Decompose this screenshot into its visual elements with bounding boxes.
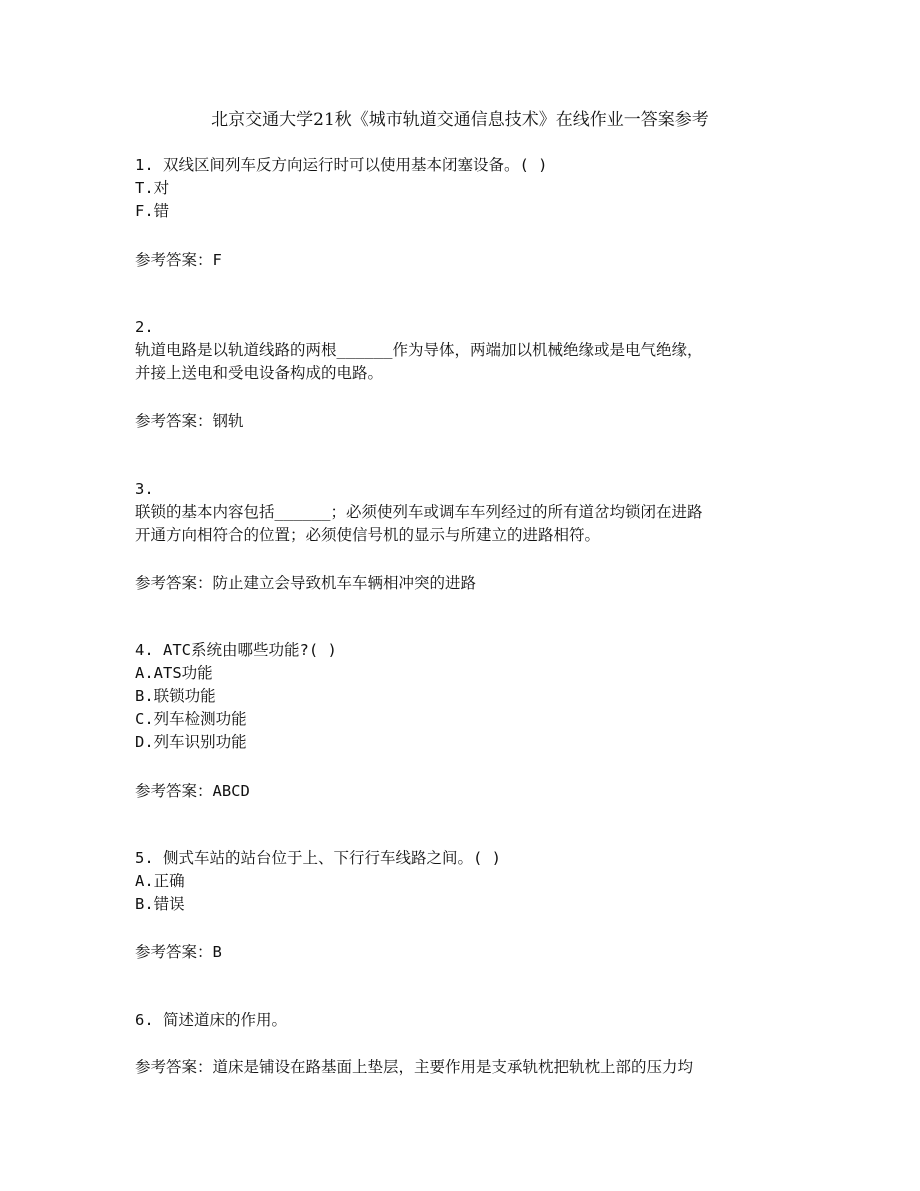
question-6 bbox=[135, 1009, 805, 1032]
question-4-option-a: A.ATS功能 bbox=[135, 664, 213, 682]
question-3-answer: 参考答案：防止建立会导致机车车辆相冲突的进路 bbox=[135, 574, 477, 592]
question-2-stem-line-2: 并接上送电和受电设备构成的电路。 bbox=[135, 364, 384, 382]
question-5-option-a: A.正确 bbox=[135, 872, 185, 890]
page-title: 北京交通大学21秋《城市轨道交通信息技术》在线作业一答案参考 bbox=[211, 110, 709, 130]
question-4-option-d: D.列车识别功能 bbox=[135, 733, 247, 751]
question-2-number: 2. bbox=[135, 318, 154, 336]
question-1-answer: 参考答案：F bbox=[135, 251, 222, 269]
question-3-number: 3. bbox=[135, 480, 154, 498]
question-4-answer: 参考答案：ABCD bbox=[135, 782, 250, 800]
question-1-option-t: T.对 bbox=[135, 179, 170, 197]
question-1-option-f: F.错 bbox=[135, 202, 170, 220]
question-5-stem: 5. 侧式车站的站台位于上、下行行车线路之间。( ) bbox=[135, 849, 501, 867]
question-6-answer: 参考答案：道床是铺设在路基面上垫层，主要作用是支承轨枕把轨枕上部的压力均 bbox=[135, 1058, 694, 1076]
question-4-option-c: C.列车检测功能 bbox=[135, 710, 247, 728]
question-2-stem-line-1: 轨道电路是以轨道线路的两根______作为导体，两端加以机械绝缘或是电气绝缘， bbox=[135, 341, 703, 359]
question-4-option-b: B.联锁功能 bbox=[135, 687, 216, 705]
question-5-answer: 参考答案：B bbox=[135, 943, 222, 961]
question-3-stem-line-2: 开通方向相符合的位置；必须使信号机的显示与所建立的进路相符。 bbox=[135, 526, 601, 544]
question-6-stem: 6. 简述道床的作用。 bbox=[135, 1011, 287, 1029]
question-3 bbox=[135, 478, 805, 547]
question-5-option-b: B.错误 bbox=[135, 895, 185, 913]
question-2-answer: 参考答案：钢轨 bbox=[135, 412, 244, 430]
question-3-stem-line-1: 联锁的基本内容包括______；必须使列车或调车车列经过的所有道岔均锁闭在进路 bbox=[135, 503, 703, 521]
question-4-stem: 4. ATC系统由哪些功能?( ) bbox=[135, 641, 337, 659]
question-2 bbox=[135, 316, 805, 385]
question-1-stem: 1. 双线区间列车反方向运行时可以使用基本闭塞设备。( ) bbox=[135, 156, 548, 174]
question-1 bbox=[135, 154, 805, 223]
question-4 bbox=[135, 639, 805, 754]
question-5 bbox=[135, 847, 805, 916]
